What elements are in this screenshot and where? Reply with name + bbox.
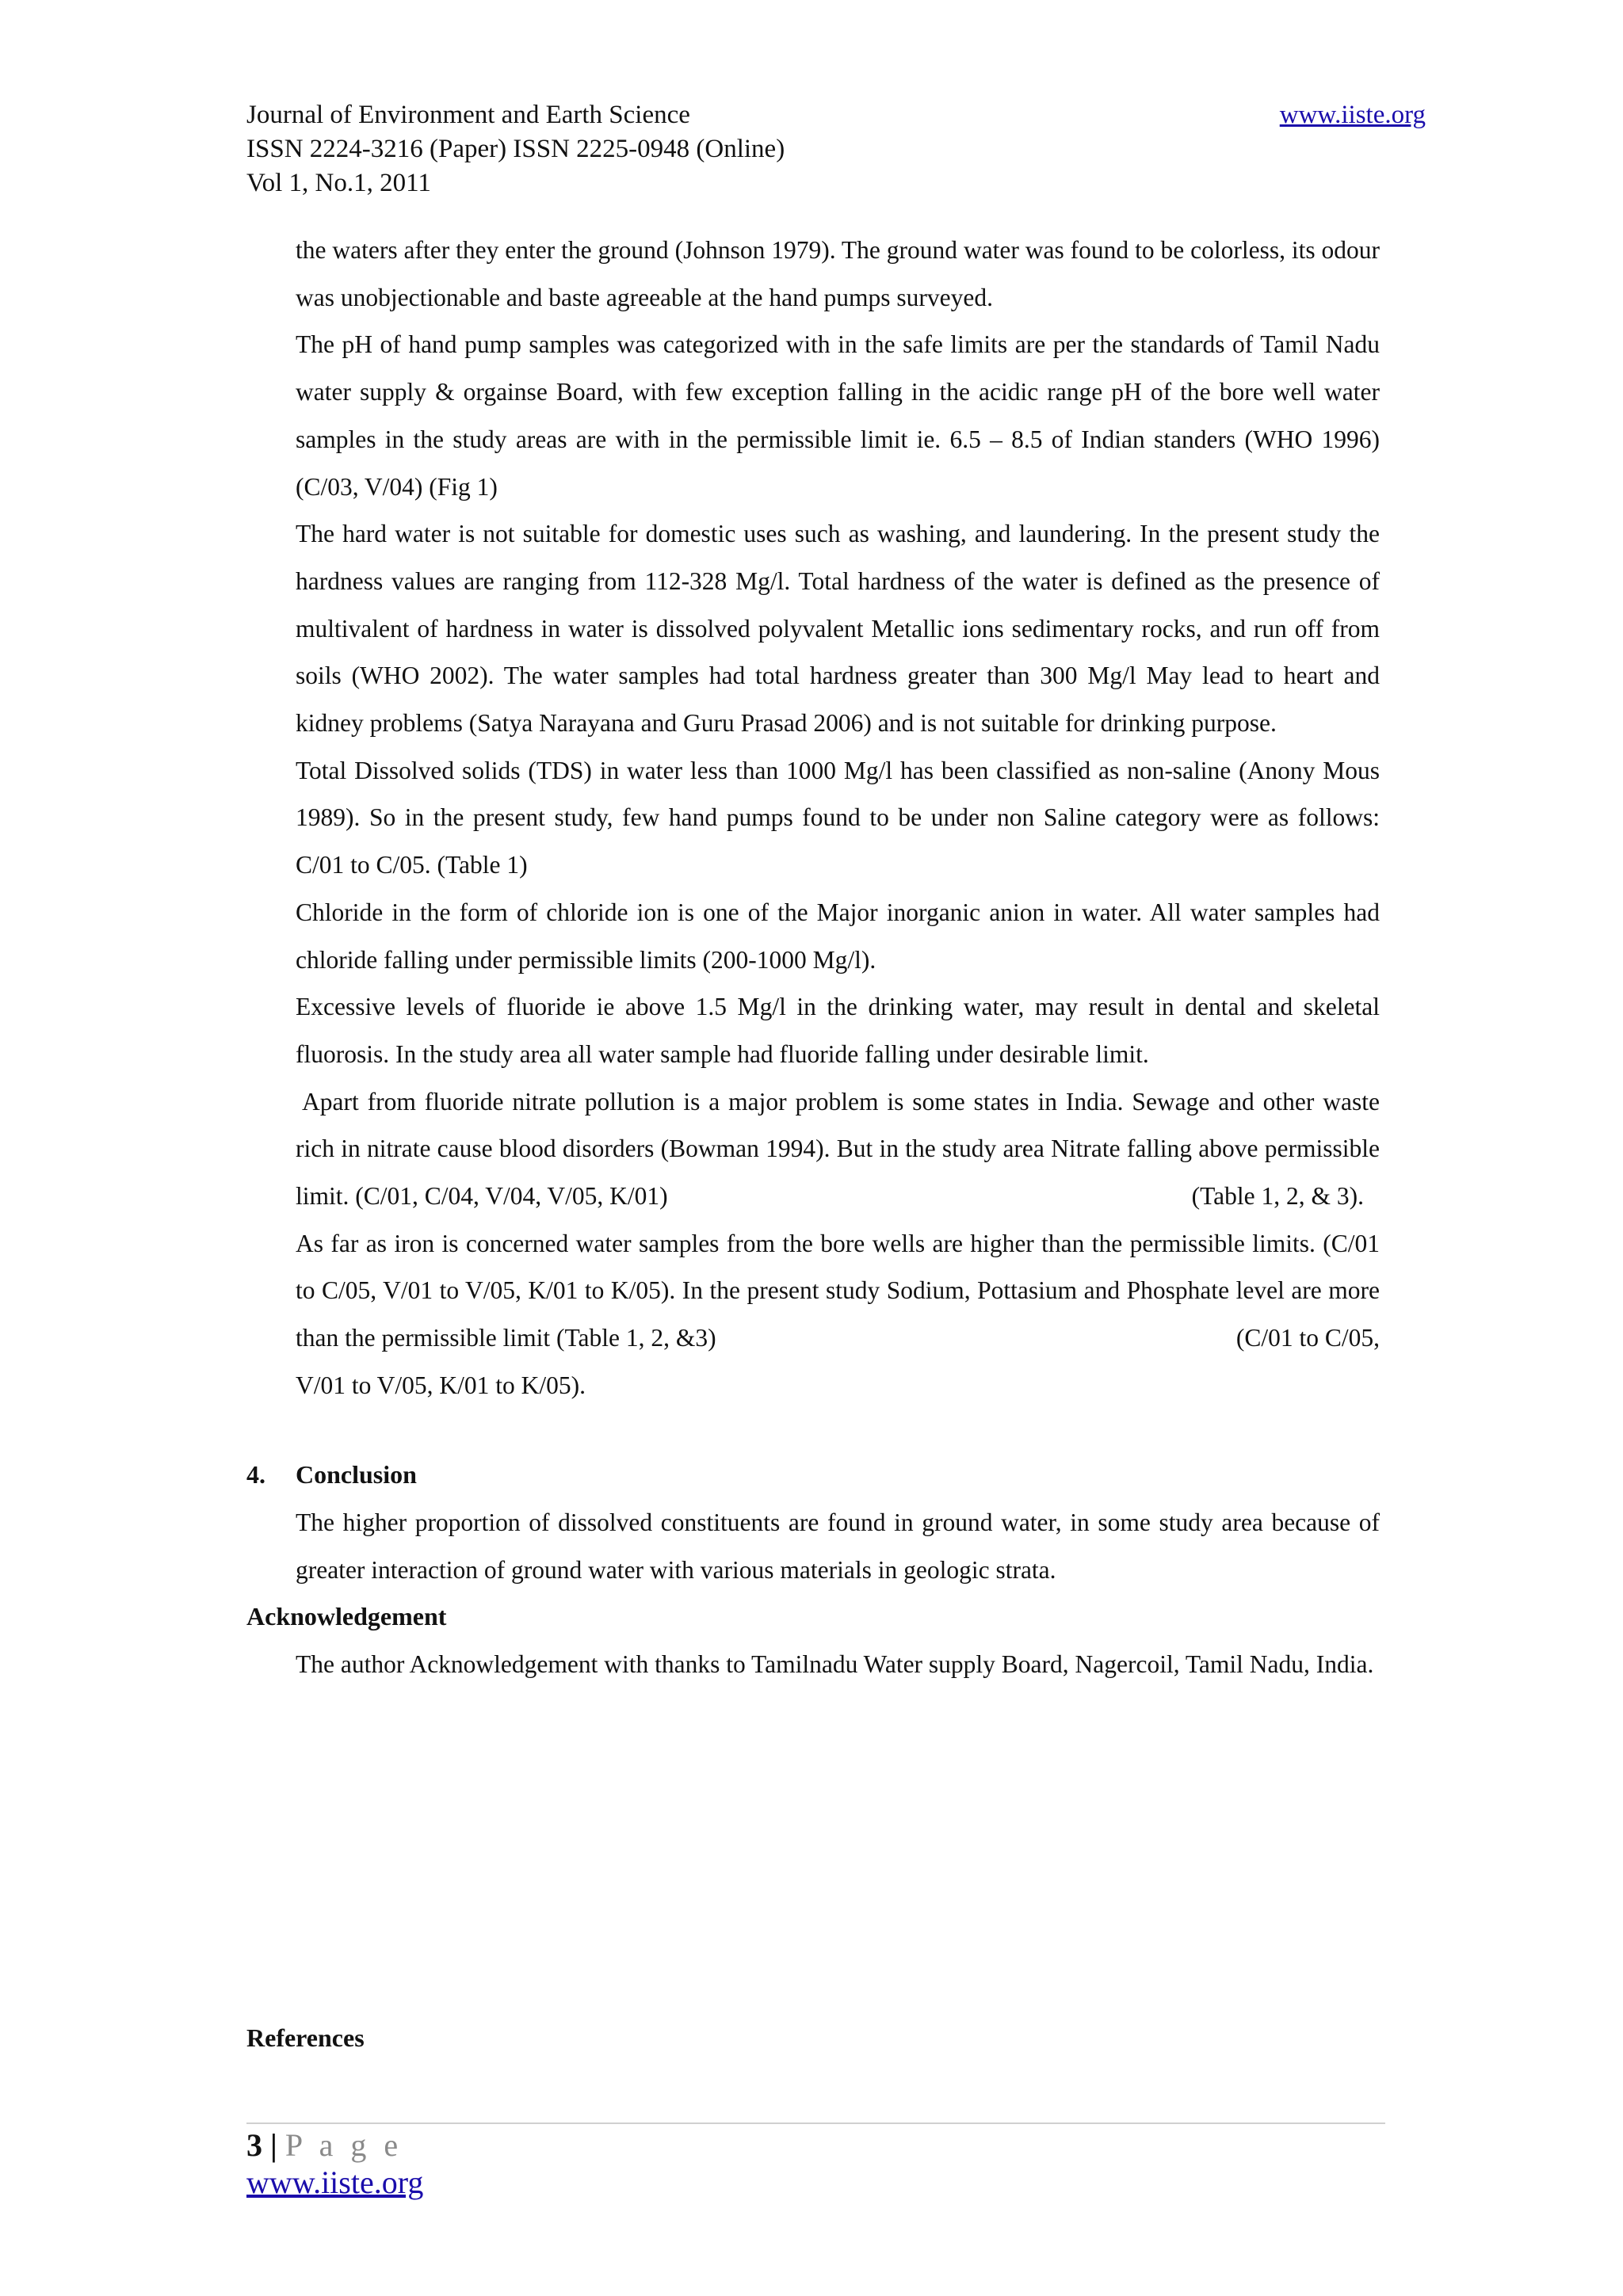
paragraph-iron-continuation: V/01 to V/05, K/01 to K/05). (296, 1371, 586, 1399)
paragraph-odour: the waters after they enter the ground (Johnson 1979). The ground water was found to be colorless, its odour was unobjectionable and baste agreeable at the hand pumps surveyed. (296, 236, 1380, 311)
acknowledgement-text-block (296, 1641, 1380, 1688)
acknowledgement-text: The author Acknowledgement with thanks to Tamilnadu Water supply Board, Nagercoil, Tamil Nadu, India. (296, 1650, 1374, 1678)
paragraph-chloride: Chloride in the form of chloride ion is one of the Major inorganic anion in water. All water samples had chloride falling under permissible limits (200-1000 Mg/l). (296, 898, 1380, 974)
page-separator: | (270, 2127, 277, 2163)
iron-sample-reference: (C/01 to C/05, (1235, 1324, 1380, 1352)
acknowledgement-heading: Acknowledgement (246, 1602, 447, 1630)
conclusion-text: The higher proportion of dissolved constituents are found in ground water, in some study area because of greater interaction of ground water with various materials in geologic strata. (296, 1508, 1380, 1584)
paragraph-hardness: The hard water is not suitable for domestic uses such as washing, and laundering. In the present study the hardness values are ranging from 112-328 Mg/l. Total hardness of the water is defined as the presence of multivalent of hardness in water is dissolved polyvalent Metallic ions sedimentary rocks, and run off from soils (WHO 2002). The water samples had total hardness greater than 300 Mg/l May lead to heart and kidney problems (Satya Narayana and Guru Prasad 2006) and is not suitable for drinking purpose. (296, 520, 1380, 738)
paragraph-fluoride: Excessive levels of fluoride ie above 1.5 Mg/l in the drinking water, may result in dental and skeletal fluorosis. In the study area all water sample had fluoride falling under desirable limit. (296, 993, 1380, 1068)
issn-line: ISSN 2224-3216 (Paper) ISSN 2225-0948 (Online) (246, 135, 785, 163)
conclusion-number: 4. (246, 1460, 265, 1489)
header-website-link[interactable]: www.iiste.org (1279, 101, 1426, 129)
footer-divider (246, 2122, 1385, 2124)
iron-text: As far as iron is concerned water samples from the bore wells are higher than the permissible limits. (C/01 to C/05, V/01 to V/05, K/01 to K/05). In the present study Sodium, Pottasium and Phosphate level are more than the permissible limit (Table 1, 2, &3) (296, 1229, 1380, 1352)
page-word: P a g e (285, 2127, 403, 2163)
footer-page-number (246, 2126, 403, 2164)
paragraph-ph: The pH of hand pump samples was categorized with in the safe limits are per the standards of Tamil Nadu water supply & orgainse Board, with few exception falling in the acidic range pH of the bore well water samples in the study areas are with in the permissible limit ie. 6.5 – 8.5 of Indian standers (WHO 1996) (C/03, V/04) (Fig 1) (296, 330, 1380, 501)
nitrate-text: Apart from fluoride nitrate pollution is a major problem is some states in India. Sewage and other waste rich in nitrate cause blood disorders (Bowman 1994). But in the study area Nitrate falling above permissible limit. (C/01, C/04, V/04, V/05, K/01) (296, 1087, 1380, 1211)
conclusion-text-block (296, 1499, 1380, 1593)
references-heading: References (246, 2023, 365, 2052)
nitrate-table-reference: (Table 1, 2, & 3). (1191, 1182, 1364, 1211)
page-header (246, 98, 1426, 200)
conclusion-title: Conclusion (296, 1460, 417, 1489)
conclusion-heading (246, 1451, 417, 1499)
volume-line: Vol 1, No.1, 2011 (246, 169, 431, 197)
results-discussion-text (296, 227, 1380, 1409)
paragraph-tds: Total Dissolved solids (TDS) in water less than 1000 Mg/l has been classified as non-saline (Anony Mous 1989). So in the present study, few hand pumps found to be under non Saline category were as follows: C/01 to C/05. (Table 1) (296, 756, 1380, 879)
paragraph-nitrate (296, 1078, 1380, 1220)
paragraph-iron (296, 1220, 1380, 1362)
footer-website-link[interactable]: www.iiste.org (246, 2164, 424, 2200)
page-number: 3 (246, 2127, 262, 2163)
journal-title: Journal of Environment and Earth Science (246, 101, 690, 129)
